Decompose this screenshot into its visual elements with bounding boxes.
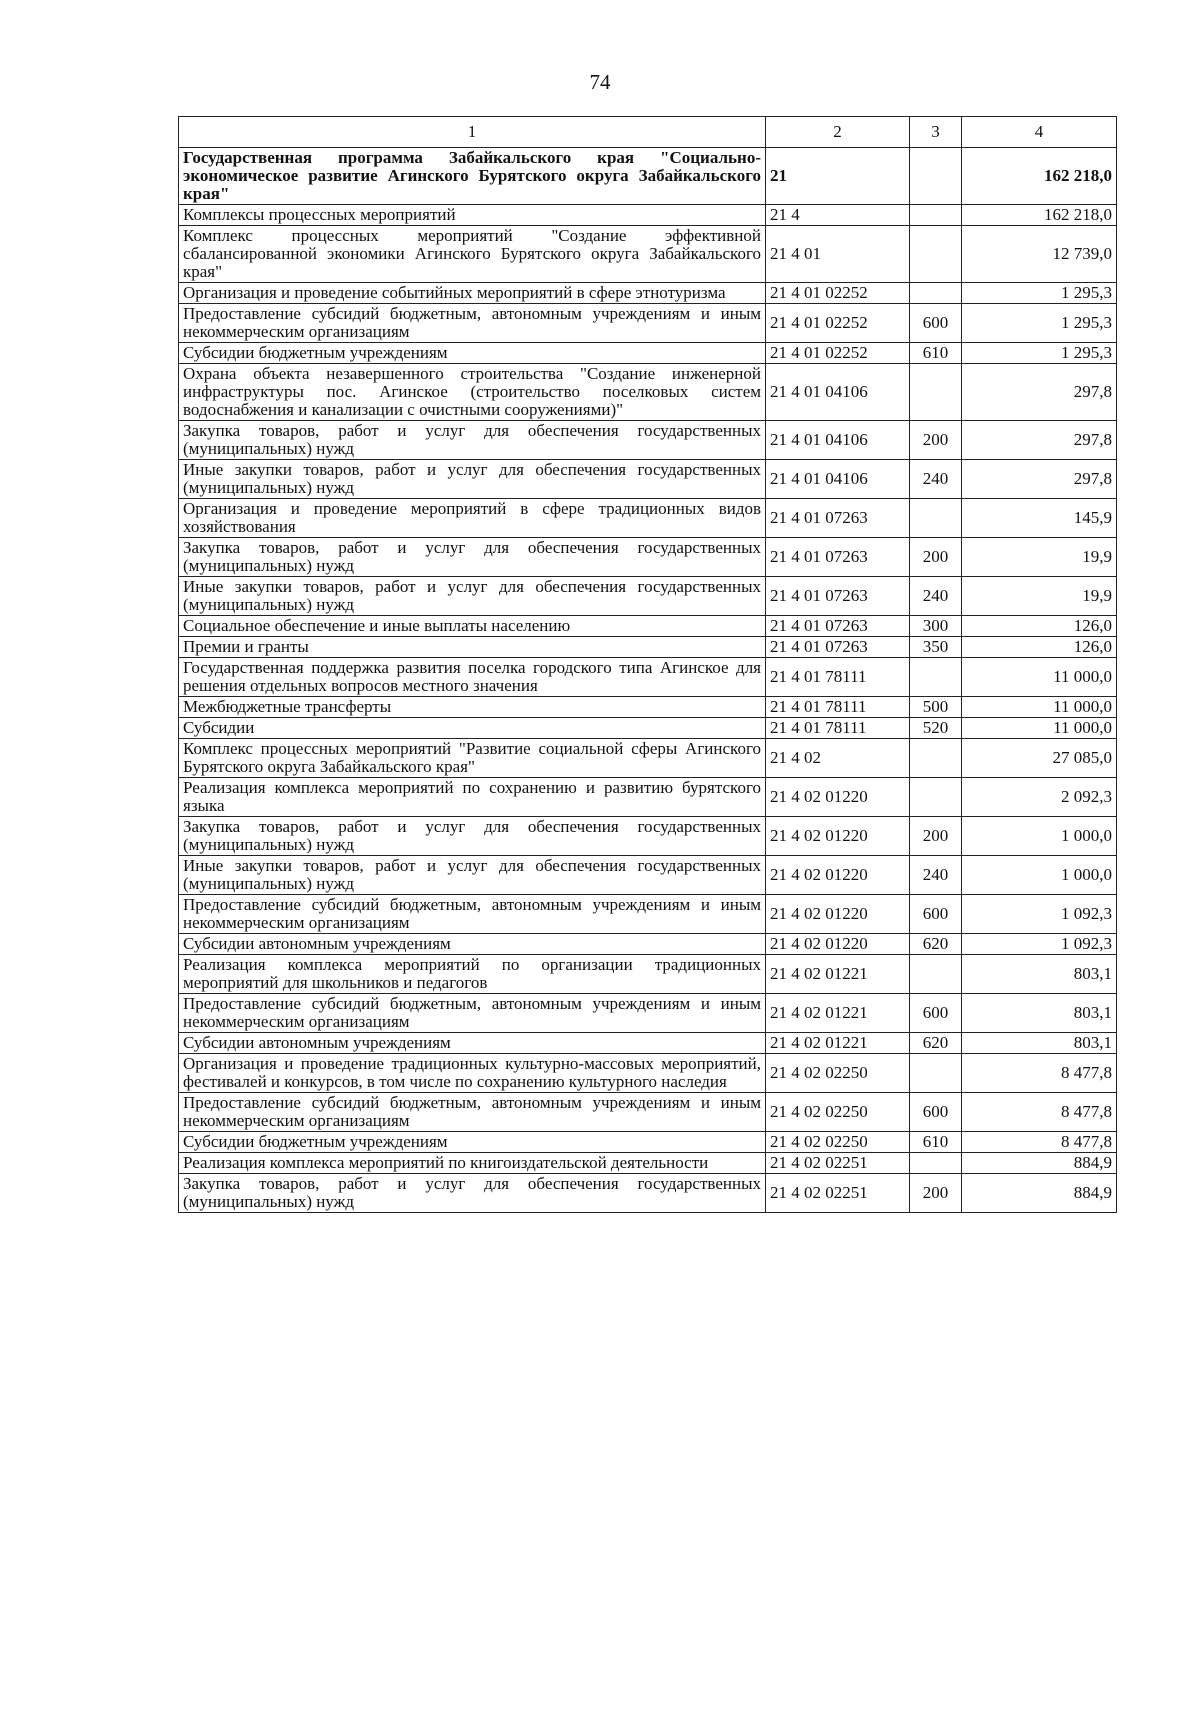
row-name-cell: Иные закупки товаров, работ и услуг для обеспечения государственных (муниципальных) нужд — [179, 577, 766, 616]
row-name-cell: Охрана объекта незавершенного строительства "Создание инженерной инфраструктуры пос. Агинское (строительство поселковых систем водоснабжения и канализации с очистными сооружениями)" — [179, 364, 766, 421]
row-code-cell: 21 4 02 01220 — [766, 856, 910, 895]
row-name-cell: Субсидии бюджетным учреждениям — [179, 343, 766, 364]
header-col-1: 1 — [179, 117, 766, 148]
table-row — [179, 1033, 1117, 1054]
row-amount-cell: 27 085,0 — [962, 739, 1117, 778]
row-code-cell: 21 4 02 02251 — [766, 1153, 910, 1174]
row-code-cell: 21 4 02 02250 — [766, 1132, 910, 1153]
row-name-cell: Комплекс процессных мероприятий "Развитие социальной сферы Агинского Бурятского округа Забайкальского края" — [179, 739, 766, 778]
row-name-cell: Реализация комплекса мероприятий по книгоиздательской деятельности — [179, 1153, 766, 1174]
table-row — [179, 148, 1117, 205]
row-name-cell: Комплексы процессных мероприятий — [179, 205, 766, 226]
row-code-cell: 21 4 01 — [766, 226, 910, 283]
row-name-cell: Государственная поддержка развития поселка городского типа Агинское для решения отдельных вопросов местного значения — [179, 658, 766, 697]
budget-table — [178, 116, 1117, 1213]
table-row — [179, 1132, 1117, 1153]
row-name-cell: Закупка товаров, работ и услуг для обеспечения государственных (муниципальных) нужд — [179, 817, 766, 856]
table-row — [179, 304, 1117, 343]
row-amount-cell: 8 477,8 — [962, 1054, 1117, 1093]
row-expense-type-cell — [910, 148, 962, 205]
row-expense-type-cell: 200 — [910, 1174, 962, 1213]
row-amount-cell: 884,9 — [962, 1174, 1117, 1213]
row-code-cell: 21 — [766, 148, 910, 205]
row-code-cell: 21 4 02 — [766, 739, 910, 778]
row-amount-cell: 19,9 — [962, 577, 1117, 616]
row-expense-type-cell: 620 — [910, 1033, 962, 1054]
row-name-cell: Закупка товаров, работ и услуг для обеспечения государственных (муниципальных) нужд — [179, 1174, 766, 1213]
row-name-cell: Комплекс процессных мероприятий "Создание эффективной сбалансированной экономики Агинского Бурятского округа Забайкальского края" — [179, 226, 766, 283]
row-code-cell: 21 4 01 02252 — [766, 283, 910, 304]
table-row — [179, 856, 1117, 895]
table-row — [179, 226, 1117, 283]
row-code-cell: 21 4 02 01221 — [766, 955, 910, 994]
row-amount-cell: 803,1 — [962, 994, 1117, 1033]
table-row — [179, 637, 1117, 658]
row-name-cell: Премии и гранты — [179, 637, 766, 658]
table-row — [179, 616, 1117, 637]
row-expense-type-cell — [910, 499, 962, 538]
row-name-cell: Предоставление субсидий бюджетным, автономным учреждениям и иным некоммерческим организациям — [179, 895, 766, 934]
row-name-cell: Межбюджетные трансферты — [179, 697, 766, 718]
row-expense-type-cell — [910, 739, 962, 778]
row-expense-type-cell — [910, 364, 962, 421]
row-name-cell: Субсидии бюджетным учреждениям — [179, 1132, 766, 1153]
row-expense-type-cell: 350 — [910, 637, 962, 658]
table-row — [179, 283, 1117, 304]
row-amount-cell: 1 092,3 — [962, 895, 1117, 934]
row-expense-type-cell: 600 — [910, 994, 962, 1033]
row-code-cell: 21 4 01 02252 — [766, 343, 910, 364]
row-expense-type-cell — [910, 226, 962, 283]
row-code-cell: 21 4 01 78111 — [766, 718, 910, 739]
row-code-cell: 21 4 01 07263 — [766, 577, 910, 616]
row-expense-type-cell: 600 — [910, 304, 962, 343]
row-name-cell: Государственная программа Забайкальского края "Социально-экономическое развитие Агинского Бурятского округа Забайкальского края" — [179, 148, 766, 205]
table-row — [179, 739, 1117, 778]
row-expense-type-cell: 200 — [910, 538, 962, 577]
row-amount-cell: 2 092,3 — [962, 778, 1117, 817]
row-code-cell: 21 4 02 01220 — [766, 895, 910, 934]
row-amount-cell: 11 000,0 — [962, 697, 1117, 718]
row-amount-cell: 297,8 — [962, 460, 1117, 499]
row-name-cell: Реализация комплекса мероприятий по сохранению и развитию бурятского языка — [179, 778, 766, 817]
row-name-cell: Организация и проведение традиционных культурно-массовых мероприятий, фестивалей и конкурсов, в том числе по сохранению культурного наследия — [179, 1054, 766, 1093]
table-header-row — [179, 117, 1117, 148]
row-expense-type-cell: 200 — [910, 817, 962, 856]
row-expense-type-cell — [910, 778, 962, 817]
row-code-cell: 21 4 01 07263 — [766, 499, 910, 538]
header-col-3: 3 — [910, 117, 962, 148]
table-row — [179, 994, 1117, 1033]
row-amount-cell: 1 295,3 — [962, 343, 1117, 364]
header-col-4: 4 — [962, 117, 1117, 148]
page-number: 74 — [589, 70, 611, 94]
row-expense-type-cell: 600 — [910, 1093, 962, 1132]
row-amount-cell: 8 477,8 — [962, 1093, 1117, 1132]
row-expense-type-cell — [910, 1153, 962, 1174]
header-col-2: 2 — [766, 117, 910, 148]
row-amount-cell: 1 295,3 — [962, 283, 1117, 304]
row-amount-cell: 11 000,0 — [962, 658, 1117, 697]
row-expense-type-cell: 500 — [910, 697, 962, 718]
table-row — [179, 1093, 1117, 1132]
row-expense-type-cell — [910, 658, 962, 697]
row-amount-cell: 297,8 — [962, 421, 1117, 460]
row-name-cell: Социальное обеспечение и иные выплаты населению — [179, 616, 766, 637]
row-code-cell: 21 4 01 78111 — [766, 697, 910, 718]
row-expense-type-cell: 240 — [910, 577, 962, 616]
table-row — [179, 1153, 1117, 1174]
table-row — [179, 538, 1117, 577]
row-name-cell: Предоставление субсидий бюджетным, автономным учреждениям и иным некоммерческим организациям — [179, 1093, 766, 1132]
row-amount-cell: 884,9 — [962, 1153, 1117, 1174]
row-amount-cell: 126,0 — [962, 637, 1117, 658]
table-row — [179, 1174, 1117, 1213]
row-code-cell: 21 4 01 02252 — [766, 304, 910, 343]
row-amount-cell: 12 739,0 — [962, 226, 1117, 283]
row-code-cell: 21 4 02 01221 — [766, 994, 910, 1033]
table-row — [179, 934, 1117, 955]
row-name-cell: Субсидии — [179, 718, 766, 739]
row-amount-cell: 803,1 — [962, 955, 1117, 994]
row-expense-type-cell: 240 — [910, 460, 962, 499]
row-name-cell: Иные закупки товаров, работ и услуг для обеспечения государственных (муниципальных) нужд — [179, 856, 766, 895]
row-amount-cell: 162 218,0 — [962, 205, 1117, 226]
row-expense-type-cell: 610 — [910, 1132, 962, 1153]
row-code-cell: 21 4 02 01220 — [766, 778, 910, 817]
row-name-cell: Организация и проведение мероприятий в сфере традиционных видов хозяйствования — [179, 499, 766, 538]
table-row — [179, 955, 1117, 994]
row-amount-cell: 162 218,0 — [962, 148, 1117, 205]
row-amount-cell: 1 295,3 — [962, 304, 1117, 343]
row-expense-type-cell — [910, 283, 962, 304]
row-name-cell: Иные закупки товаров, работ и услуг для обеспечения государственных (муниципальных) нужд — [179, 460, 766, 499]
row-expense-type-cell — [910, 205, 962, 226]
row-expense-type-cell: 610 — [910, 343, 962, 364]
row-code-cell: 21 4 02 01221 — [766, 1033, 910, 1054]
row-code-cell: 21 4 02 01220 — [766, 817, 910, 856]
table-row — [179, 364, 1117, 421]
table-row — [179, 205, 1117, 226]
row-amount-cell: 803,1 — [962, 1033, 1117, 1054]
row-amount-cell: 126,0 — [962, 616, 1117, 637]
row-name-cell: Предоставление субсидий бюджетным, автономным учреждениям и иным некоммерческим организациям — [179, 994, 766, 1033]
row-amount-cell: 8 477,8 — [962, 1132, 1117, 1153]
row-expense-type-cell — [910, 1054, 962, 1093]
row-name-cell: Закупка товаров, работ и услуг для обеспечения государственных (муниципальных) нужд — [179, 538, 766, 577]
row-code-cell: 21 4 01 04106 — [766, 364, 910, 421]
row-code-cell: 21 4 01 78111 — [766, 658, 910, 697]
row-code-cell: 21 4 02 01220 — [766, 934, 910, 955]
row-code-cell: 21 4 01 07263 — [766, 538, 910, 577]
row-name-cell: Субсидии автономным учреждениям — [179, 934, 766, 955]
row-code-cell: 21 4 01 07263 — [766, 616, 910, 637]
row-amount-cell: 297,8 — [962, 364, 1117, 421]
row-expense-type-cell: 600 — [910, 895, 962, 934]
table-row — [179, 697, 1117, 718]
row-expense-type-cell: 300 — [910, 616, 962, 637]
table-row — [179, 778, 1117, 817]
row-expense-type-cell — [910, 955, 962, 994]
row-expense-type-cell: 240 — [910, 856, 962, 895]
table-row — [179, 421, 1117, 460]
table-row — [179, 343, 1117, 364]
row-code-cell: 21 4 — [766, 205, 910, 226]
row-code-cell: 21 4 01 04106 — [766, 421, 910, 460]
table-row — [179, 1054, 1117, 1093]
row-amount-cell: 1 000,0 — [962, 856, 1117, 895]
row-amount-cell: 1 000,0 — [962, 817, 1117, 856]
row-code-cell: 21 4 01 07263 — [766, 637, 910, 658]
table-body — [179, 148, 1117, 1213]
table-row — [179, 718, 1117, 739]
row-amount-cell: 1 092,3 — [962, 934, 1117, 955]
row-code-cell: 21 4 01 04106 — [766, 460, 910, 499]
row-amount-cell: 11 000,0 — [962, 718, 1117, 739]
row-name-cell: Реализация комплекса мероприятий по организации традиционных мероприятий для школьников и педагогов — [179, 955, 766, 994]
table-row — [179, 895, 1117, 934]
row-code-cell: 21 4 02 02250 — [766, 1054, 910, 1093]
row-name-cell: Организация и проведение событийных мероприятий в сфере этнотуризма — [179, 283, 766, 304]
row-expense-type-cell: 520 — [910, 718, 962, 739]
row-name-cell: Субсидии автономным учреждениям — [179, 1033, 766, 1054]
table-row — [179, 499, 1117, 538]
table-row — [179, 817, 1117, 856]
row-code-cell: 21 4 02 02251 — [766, 1174, 910, 1213]
row-name-cell: Предоставление субсидий бюджетным, автономным учреждениям и иным некоммерческим организациям — [179, 304, 766, 343]
row-expense-type-cell: 200 — [910, 421, 962, 460]
table-row — [179, 658, 1117, 697]
row-amount-cell: 19,9 — [962, 538, 1117, 577]
row-name-cell: Закупка товаров, работ и услуг для обеспечения государственных (муниципальных) нужд — [179, 421, 766, 460]
row-expense-type-cell: 620 — [910, 934, 962, 955]
row-amount-cell: 145,9 — [962, 499, 1117, 538]
table-row — [179, 460, 1117, 499]
row-code-cell: 21 4 02 02250 — [766, 1093, 910, 1132]
table-row — [179, 577, 1117, 616]
